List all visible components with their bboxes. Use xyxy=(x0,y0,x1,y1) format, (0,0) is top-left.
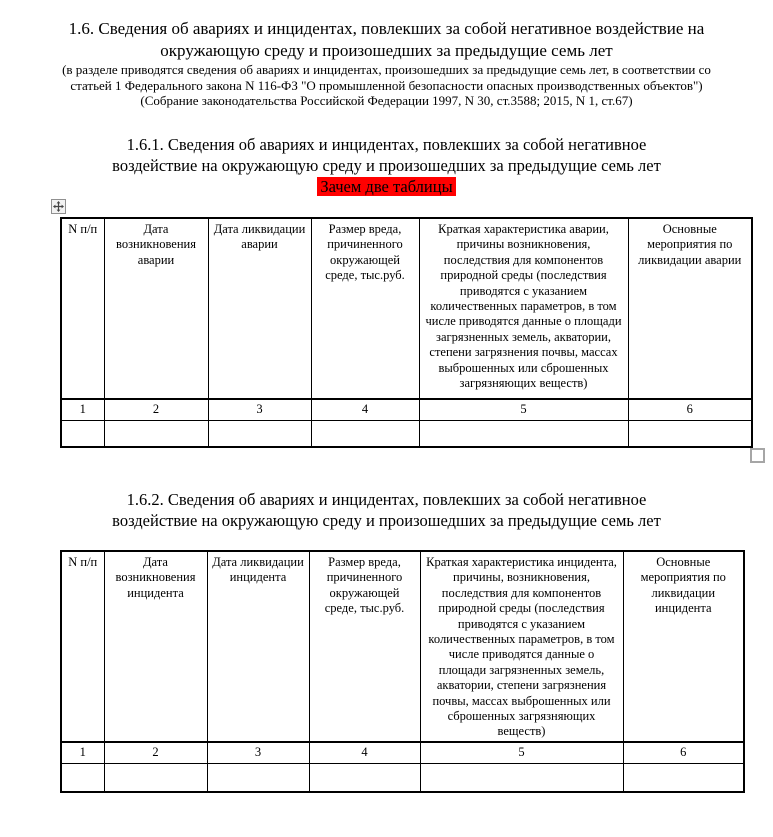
table-accidents-1-6-1 xyxy=(60,217,753,448)
table2-header-cell: Основные мероприятия по ликвидации инцидента xyxy=(623,551,744,742)
table2-number-cell: 4 xyxy=(309,742,420,764)
table2-data-cell[interactable] xyxy=(420,763,623,792)
table2-number-cell: 2 xyxy=(104,742,207,764)
section-1-6-2-title: 1.6.2. Сведения об авариях и инцидентах, повлекших за собой негативное воздействие на окружающую среду и произошедших за предыдущие семь лет xyxy=(112,490,661,530)
table2-header-row xyxy=(61,551,744,742)
review-comment-line xyxy=(0,176,773,197)
table1-header-cell: Дата ликвидации аварии xyxy=(208,218,311,399)
table2-number-cell: 6 xyxy=(623,742,744,764)
table1-number-cell: 5 xyxy=(419,399,628,421)
table1-data-row xyxy=(61,421,752,448)
note-law-reference: (в разделе приводятся сведения об авариях и инцидентах, произошедших за предыдущие семь лет, в соответствии со статьей 1 Федерального закона N 116-ФЗ "О промышленной безопасности опасных производственных объектов") xyxy=(62,62,711,93)
table1-number-cell: 3 xyxy=(208,399,311,421)
table1-data-cell[interactable] xyxy=(61,421,104,448)
table1-header-cell: Размер вреда, причиненного окружающей среде, тыс.руб. xyxy=(311,218,419,399)
table1-number-cell: 2 xyxy=(104,399,208,421)
table1-number-cell: 6 xyxy=(628,399,752,421)
table1-data-cell[interactable] xyxy=(208,421,311,448)
table2-data-row xyxy=(61,763,744,792)
table1-data-cell[interactable] xyxy=(311,421,419,448)
table1-data-cell[interactable] xyxy=(104,421,208,448)
table2-data-cell[interactable] xyxy=(61,763,104,792)
table1-header-row xyxy=(61,218,752,399)
table1-header-cell: Краткая характеристика аварии, причины возникновения, последствия для компонентов природной среды (последствия приводятся с указанием количественных параметров, в том числе приводятся данные о площади загрязненных земель, акватории, степени загрязнения почвы, массах выброшенных или сброшенных загрязняющих веществ) xyxy=(419,218,628,399)
table2-header-cell: Краткая характеристика инцидента, причины, возникновения, последствия для компонентов природной среды (последствия приводятся с указанием количественных параметров, в том числе приводятся данные о площади загрязненных земель, акватории, степени загрязнения почвы, массах выброшенных или сброшенных загрязняющих веществ) xyxy=(420,551,623,742)
table2-data-cell[interactable] xyxy=(104,763,207,792)
table2-data-cell[interactable] xyxy=(207,763,309,792)
table2-number-row xyxy=(61,742,744,764)
table2-number-cell: 3 xyxy=(207,742,309,764)
table1-data-cell[interactable] xyxy=(419,421,628,448)
table2-header-cell: Размер вреда, причиненного окружающей среде, тыс.руб. xyxy=(309,551,420,742)
section-1-6-1-title: 1.6.1. Сведения об авариях и инцидентах, повлекших за собой негативное воздействие на окружающую среду и произошедших за предыдущие семь лет xyxy=(112,135,661,175)
table1-number-cell: 4 xyxy=(311,399,419,421)
table2-header-cell: N п/п xyxy=(61,551,104,742)
table1-header-cell: N п/п xyxy=(61,218,104,399)
table2-data-cell[interactable] xyxy=(623,763,744,792)
table1-data-cell[interactable] xyxy=(628,421,752,448)
table2-data-cell[interactable] xyxy=(309,763,420,792)
table-move-handle-icon[interactable] xyxy=(51,199,66,214)
section-1-6-note xyxy=(59,62,714,109)
table-resize-handle-icon[interactable] xyxy=(750,448,765,463)
table2-number-cell: 1 xyxy=(61,742,104,764)
table1-header-cell: Дата возникновения аварии xyxy=(104,218,208,399)
table2-header-cell: Дата ликвидации инцидента xyxy=(207,551,309,742)
highlighted-comment: Зачем две таблицы xyxy=(317,177,455,196)
table1-number-row xyxy=(61,399,752,421)
note-source-reference: (Собрание законодательства Российской Федерации 1997, N 30, ст.3588; 2015, N 1, ст.67) xyxy=(140,93,633,108)
table-incidents-1-6-2 xyxy=(60,550,745,793)
section-1-6-title: 1.6. Сведения об авариях и инцидентах, повлекших за собой негативное воздействие на окружающую среду и произошедших за предыдущие семь лет xyxy=(68,19,705,60)
table1-number-cell: 1 xyxy=(61,399,104,421)
four-direction-arrows-icon xyxy=(53,201,64,212)
table2-number-cell: 5 xyxy=(420,742,623,764)
table1-header-cell: Основные мероприятия по ликвидации аварии xyxy=(628,218,752,399)
table2-header-cell: Дата возникновения инцидента xyxy=(104,551,207,742)
